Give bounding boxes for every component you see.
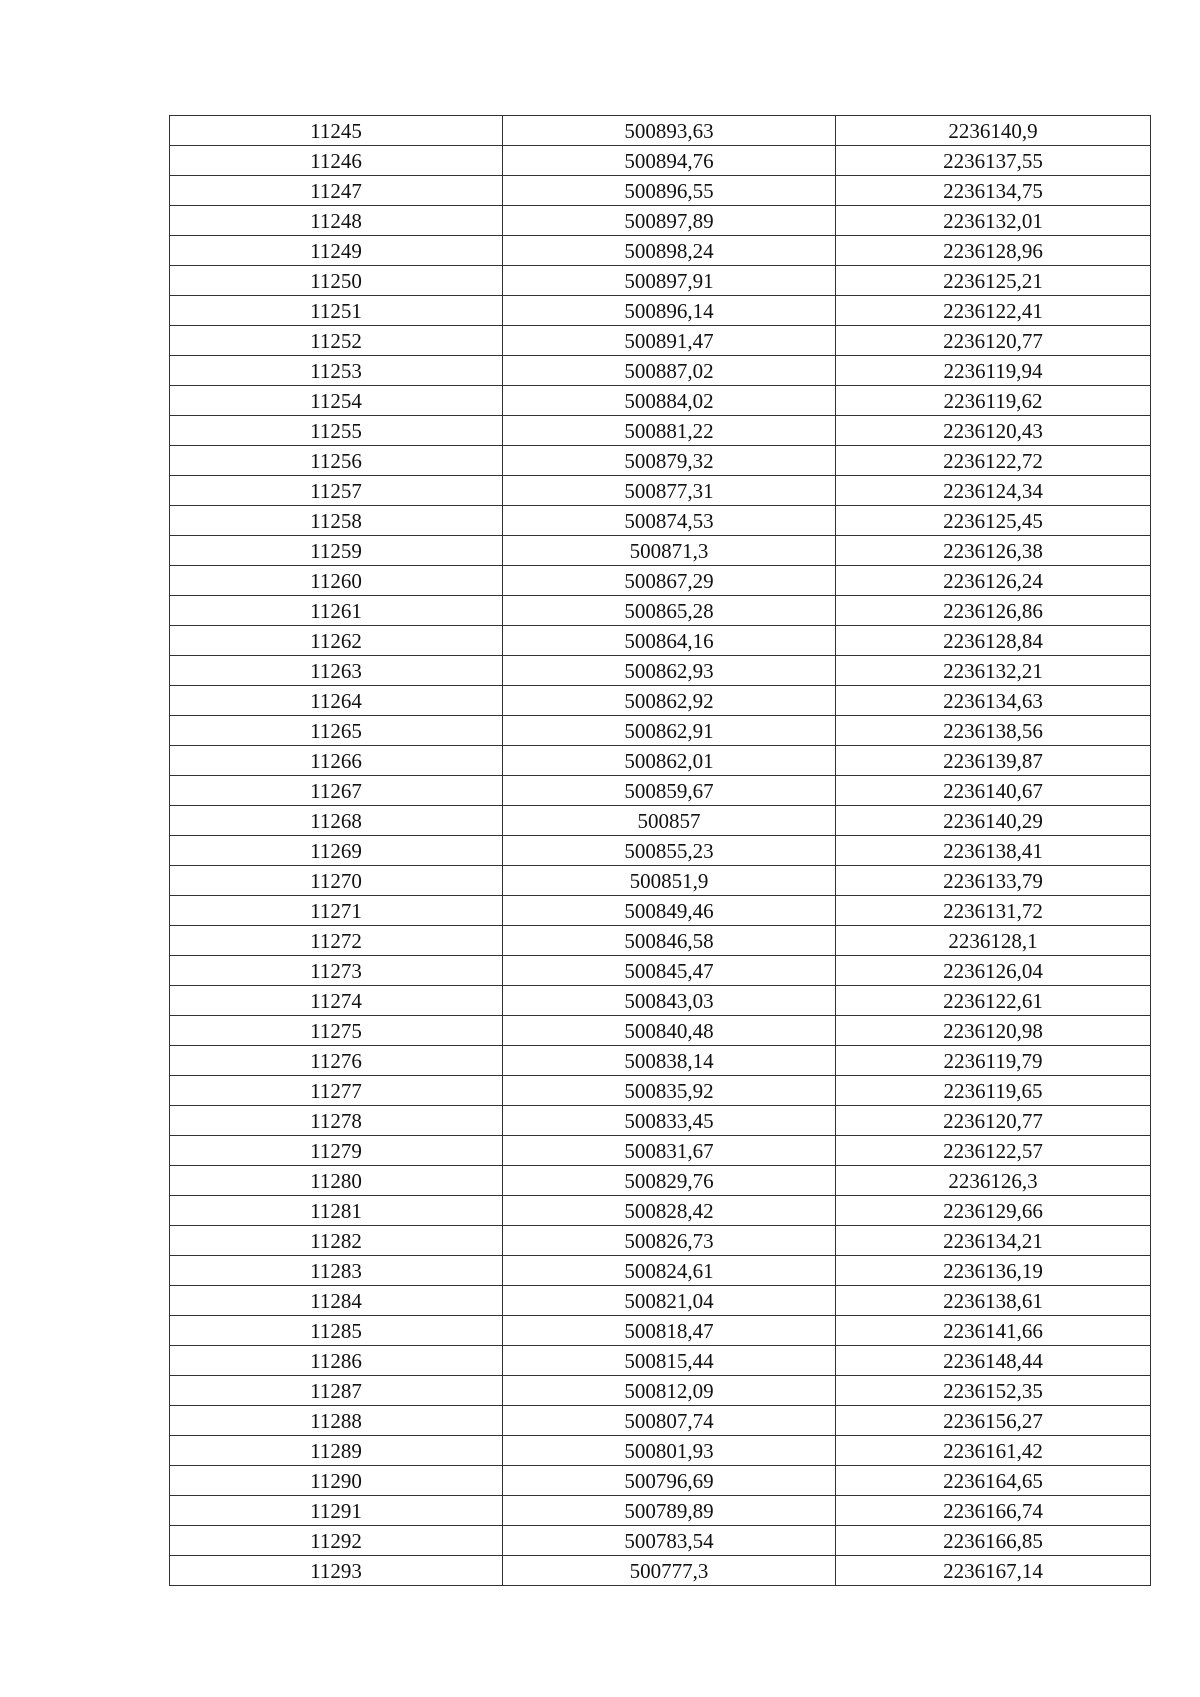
table-row xyxy=(170,626,1151,656)
y-coordinate-cell: 2236167,14 xyxy=(836,1556,1151,1586)
y-coordinate-cell: 2236126,04 xyxy=(836,956,1151,986)
x-coordinate-cell: 500862,93 xyxy=(503,656,836,686)
point-number-cell: 11269 xyxy=(170,836,503,866)
point-number-cell: 11246 xyxy=(170,146,503,176)
y-coordinate-cell: 2236131,72 xyxy=(836,896,1151,926)
x-coordinate-cell: 500807,74 xyxy=(503,1406,836,1436)
x-coordinate-cell: 500891,47 xyxy=(503,326,836,356)
table-row xyxy=(170,356,1151,386)
table-row xyxy=(170,506,1151,536)
x-coordinate-cell: 500831,67 xyxy=(503,1136,836,1166)
table-row xyxy=(170,1196,1151,1226)
y-coordinate-cell: 2236126,86 xyxy=(836,596,1151,626)
y-coordinate-cell: 2236134,63 xyxy=(836,686,1151,716)
y-coordinate-cell: 2236122,41 xyxy=(836,296,1151,326)
y-coordinate-cell: 2236134,21 xyxy=(836,1226,1151,1256)
y-coordinate-cell: 2236140,9 xyxy=(836,116,1151,146)
point-number-cell: 11258 xyxy=(170,506,503,536)
table-row xyxy=(170,866,1151,896)
table-row xyxy=(170,1466,1151,1496)
point-number-cell: 11281 xyxy=(170,1196,503,1226)
y-coordinate-cell: 2236122,72 xyxy=(836,446,1151,476)
x-coordinate-cell: 500862,91 xyxy=(503,716,836,746)
x-coordinate-cell: 500862,01 xyxy=(503,746,836,776)
table-row xyxy=(170,686,1151,716)
point-number-cell: 11279 xyxy=(170,1136,503,1166)
y-coordinate-cell: 2236119,79 xyxy=(836,1046,1151,1076)
coordinates-table-body xyxy=(170,116,1151,1586)
table-row xyxy=(170,536,1151,566)
table-row xyxy=(170,896,1151,926)
point-number-cell: 11261 xyxy=(170,596,503,626)
table-row xyxy=(170,1526,1151,1556)
table-row xyxy=(170,326,1151,356)
table-row xyxy=(170,386,1151,416)
x-coordinate-cell: 500818,47 xyxy=(503,1316,836,1346)
y-coordinate-cell: 2236166,85 xyxy=(836,1526,1151,1556)
y-coordinate-cell: 2236120,77 xyxy=(836,326,1151,356)
x-coordinate-cell: 500829,76 xyxy=(503,1166,836,1196)
x-coordinate-cell: 500849,46 xyxy=(503,896,836,926)
table-row xyxy=(170,1316,1151,1346)
x-coordinate-cell: 500897,91 xyxy=(503,266,836,296)
x-coordinate-cell: 500835,92 xyxy=(503,1076,836,1106)
y-coordinate-cell: 2236128,84 xyxy=(836,626,1151,656)
y-coordinate-cell: 2236136,19 xyxy=(836,1256,1151,1286)
point-number-cell: 11289 xyxy=(170,1436,503,1466)
x-coordinate-cell: 500871,3 xyxy=(503,536,836,566)
point-number-cell: 11264 xyxy=(170,686,503,716)
y-coordinate-cell: 2236133,79 xyxy=(836,866,1151,896)
x-coordinate-cell: 500894,76 xyxy=(503,146,836,176)
table-row xyxy=(170,566,1151,596)
point-number-cell: 11277 xyxy=(170,1076,503,1106)
y-coordinate-cell: 2236119,94 xyxy=(836,356,1151,386)
table-row xyxy=(170,1436,1151,1466)
x-coordinate-cell: 500833,45 xyxy=(503,1106,836,1136)
coordinates-table xyxy=(169,115,1151,1586)
x-coordinate-cell: 500843,03 xyxy=(503,986,836,1016)
point-number-cell: 11268 xyxy=(170,806,503,836)
y-coordinate-cell: 2236166,74 xyxy=(836,1496,1151,1526)
table-row xyxy=(170,1106,1151,1136)
table-row xyxy=(170,746,1151,776)
x-coordinate-cell: 500824,61 xyxy=(503,1256,836,1286)
x-coordinate-cell: 500851,9 xyxy=(503,866,836,896)
point-number-cell: 11280 xyxy=(170,1166,503,1196)
table-row xyxy=(170,656,1151,686)
point-number-cell: 11265 xyxy=(170,716,503,746)
y-coordinate-cell: 2236120,77 xyxy=(836,1106,1151,1136)
table-row xyxy=(170,806,1151,836)
table-row xyxy=(170,1046,1151,1076)
y-coordinate-cell: 2236124,34 xyxy=(836,476,1151,506)
x-coordinate-cell: 500893,63 xyxy=(503,116,836,146)
y-coordinate-cell: 2236128,1 xyxy=(836,926,1151,956)
table-row xyxy=(170,956,1151,986)
point-number-cell: 11278 xyxy=(170,1106,503,1136)
table-row xyxy=(170,986,1151,1016)
y-coordinate-cell: 2236156,27 xyxy=(836,1406,1151,1436)
table-row xyxy=(170,236,1151,266)
x-coordinate-cell: 500789,89 xyxy=(503,1496,836,1526)
table-row xyxy=(170,1166,1151,1196)
y-coordinate-cell: 2236120,98 xyxy=(836,1016,1151,1046)
x-coordinate-cell: 500796,69 xyxy=(503,1466,836,1496)
point-number-cell: 11272 xyxy=(170,926,503,956)
point-number-cell: 11255 xyxy=(170,416,503,446)
point-number-cell: 11284 xyxy=(170,1286,503,1316)
x-coordinate-cell: 500864,16 xyxy=(503,626,836,656)
x-coordinate-cell: 500845,47 xyxy=(503,956,836,986)
x-coordinate-cell: 500815,44 xyxy=(503,1346,836,1376)
y-coordinate-cell: 2236120,43 xyxy=(836,416,1151,446)
x-coordinate-cell: 500884,02 xyxy=(503,386,836,416)
x-coordinate-cell: 500777,3 xyxy=(503,1556,836,1586)
y-coordinate-cell: 2236161,42 xyxy=(836,1436,1151,1466)
table-row xyxy=(170,1496,1151,1526)
table-row xyxy=(170,776,1151,806)
point-number-cell: 11282 xyxy=(170,1226,503,1256)
point-number-cell: 11291 xyxy=(170,1496,503,1526)
table-row xyxy=(170,146,1151,176)
x-coordinate-cell: 500812,09 xyxy=(503,1376,836,1406)
x-coordinate-cell: 500865,28 xyxy=(503,596,836,626)
x-coordinate-cell: 500783,54 xyxy=(503,1526,836,1556)
y-coordinate-cell: 2236140,67 xyxy=(836,776,1151,806)
point-number-cell: 11253 xyxy=(170,356,503,386)
x-coordinate-cell: 500801,93 xyxy=(503,1436,836,1466)
point-number-cell: 11290 xyxy=(170,1466,503,1496)
x-coordinate-cell: 500881,22 xyxy=(503,416,836,446)
point-number-cell: 11285 xyxy=(170,1316,503,1346)
x-coordinate-cell: 500896,55 xyxy=(503,176,836,206)
point-number-cell: 11287 xyxy=(170,1376,503,1406)
point-number-cell: 11273 xyxy=(170,956,503,986)
x-coordinate-cell: 500840,48 xyxy=(503,1016,836,1046)
table-row xyxy=(170,476,1151,506)
x-coordinate-cell: 500896,14 xyxy=(503,296,836,326)
table-row xyxy=(170,1286,1151,1316)
table-row xyxy=(170,1226,1151,1256)
point-number-cell: 11283 xyxy=(170,1256,503,1286)
y-coordinate-cell: 2236148,44 xyxy=(836,1346,1151,1376)
x-coordinate-cell: 500877,31 xyxy=(503,476,836,506)
y-coordinate-cell: 2236138,61 xyxy=(836,1286,1151,1316)
x-coordinate-cell: 500897,89 xyxy=(503,206,836,236)
x-coordinate-cell: 500826,73 xyxy=(503,1226,836,1256)
x-coordinate-cell: 500857 xyxy=(503,806,836,836)
y-coordinate-cell: 2236132,01 xyxy=(836,206,1151,236)
table-row xyxy=(170,926,1151,956)
x-coordinate-cell: 500867,29 xyxy=(503,566,836,596)
point-number-cell: 11260 xyxy=(170,566,503,596)
y-coordinate-cell: 2236126,3 xyxy=(836,1166,1151,1196)
point-number-cell: 11274 xyxy=(170,986,503,1016)
table-row xyxy=(170,596,1151,626)
table-row xyxy=(170,1256,1151,1286)
point-number-cell: 11259 xyxy=(170,536,503,566)
table-row xyxy=(170,1016,1151,1046)
x-coordinate-cell: 500879,32 xyxy=(503,446,836,476)
table-row xyxy=(170,206,1151,236)
y-coordinate-cell: 2236137,55 xyxy=(836,146,1151,176)
y-coordinate-cell: 2236126,24 xyxy=(836,566,1151,596)
y-coordinate-cell: 2236164,65 xyxy=(836,1466,1151,1496)
point-number-cell: 11263 xyxy=(170,656,503,686)
x-coordinate-cell: 500874,53 xyxy=(503,506,836,536)
point-number-cell: 11286 xyxy=(170,1346,503,1376)
point-number-cell: 11251 xyxy=(170,296,503,326)
y-coordinate-cell: 2236141,66 xyxy=(836,1316,1151,1346)
y-coordinate-cell: 2236152,35 xyxy=(836,1376,1151,1406)
table-row xyxy=(170,1346,1151,1376)
point-number-cell: 11270 xyxy=(170,866,503,896)
x-coordinate-cell: 500821,04 xyxy=(503,1286,836,1316)
y-coordinate-cell: 2236122,57 xyxy=(836,1136,1151,1166)
x-coordinate-cell: 500828,42 xyxy=(503,1196,836,1226)
table-row xyxy=(170,1376,1151,1406)
point-number-cell: 11267 xyxy=(170,776,503,806)
x-coordinate-cell: 500838,14 xyxy=(503,1046,836,1076)
y-coordinate-cell: 2236119,62 xyxy=(836,386,1151,416)
table-row xyxy=(170,176,1151,206)
x-coordinate-cell: 500855,23 xyxy=(503,836,836,866)
point-number-cell: 11256 xyxy=(170,446,503,476)
point-number-cell: 11249 xyxy=(170,236,503,266)
table-row xyxy=(170,1406,1151,1436)
table-row xyxy=(170,1076,1151,1106)
y-coordinate-cell: 2236138,41 xyxy=(836,836,1151,866)
point-number-cell: 11276 xyxy=(170,1046,503,1076)
x-coordinate-cell: 500846,58 xyxy=(503,926,836,956)
y-coordinate-cell: 2236132,21 xyxy=(836,656,1151,686)
point-number-cell: 11275 xyxy=(170,1016,503,1046)
point-number-cell: 11245 xyxy=(170,116,503,146)
table-row xyxy=(170,836,1151,866)
table-row xyxy=(170,116,1151,146)
y-coordinate-cell: 2236126,38 xyxy=(836,536,1151,566)
y-coordinate-cell: 2236122,61 xyxy=(836,986,1151,1016)
point-number-cell: 11288 xyxy=(170,1406,503,1436)
point-number-cell: 11262 xyxy=(170,626,503,656)
table-row xyxy=(170,296,1151,326)
point-number-cell: 11247 xyxy=(170,176,503,206)
table-row xyxy=(170,266,1151,296)
y-coordinate-cell: 2236129,66 xyxy=(836,1196,1151,1226)
x-coordinate-cell: 500859,67 xyxy=(503,776,836,806)
point-number-cell: 11271 xyxy=(170,896,503,926)
point-number-cell: 11250 xyxy=(170,266,503,296)
y-coordinate-cell: 2236125,21 xyxy=(836,266,1151,296)
point-number-cell: 11292 xyxy=(170,1526,503,1556)
table-row xyxy=(170,416,1151,446)
x-coordinate-cell: 500898,24 xyxy=(503,236,836,266)
y-coordinate-cell: 2236139,87 xyxy=(836,746,1151,776)
table-row xyxy=(170,1136,1151,1166)
point-number-cell: 11254 xyxy=(170,386,503,416)
y-coordinate-cell: 2236138,56 xyxy=(836,716,1151,746)
table-row xyxy=(170,446,1151,476)
y-coordinate-cell: 2236119,65 xyxy=(836,1076,1151,1106)
point-number-cell: 11257 xyxy=(170,476,503,506)
y-coordinate-cell: 2236140,29 xyxy=(836,806,1151,836)
table-row xyxy=(170,716,1151,746)
x-coordinate-cell: 500887,02 xyxy=(503,356,836,386)
point-number-cell: 11248 xyxy=(170,206,503,236)
point-number-cell: 11252 xyxy=(170,326,503,356)
y-coordinate-cell: 2236125,45 xyxy=(836,506,1151,536)
x-coordinate-cell: 500862,92 xyxy=(503,686,836,716)
y-coordinate-cell: 2236128,96 xyxy=(836,236,1151,266)
point-number-cell: 11266 xyxy=(170,746,503,776)
y-coordinate-cell: 2236134,75 xyxy=(836,176,1151,206)
table-row xyxy=(170,1556,1151,1586)
point-number-cell: 11293 xyxy=(170,1556,503,1586)
